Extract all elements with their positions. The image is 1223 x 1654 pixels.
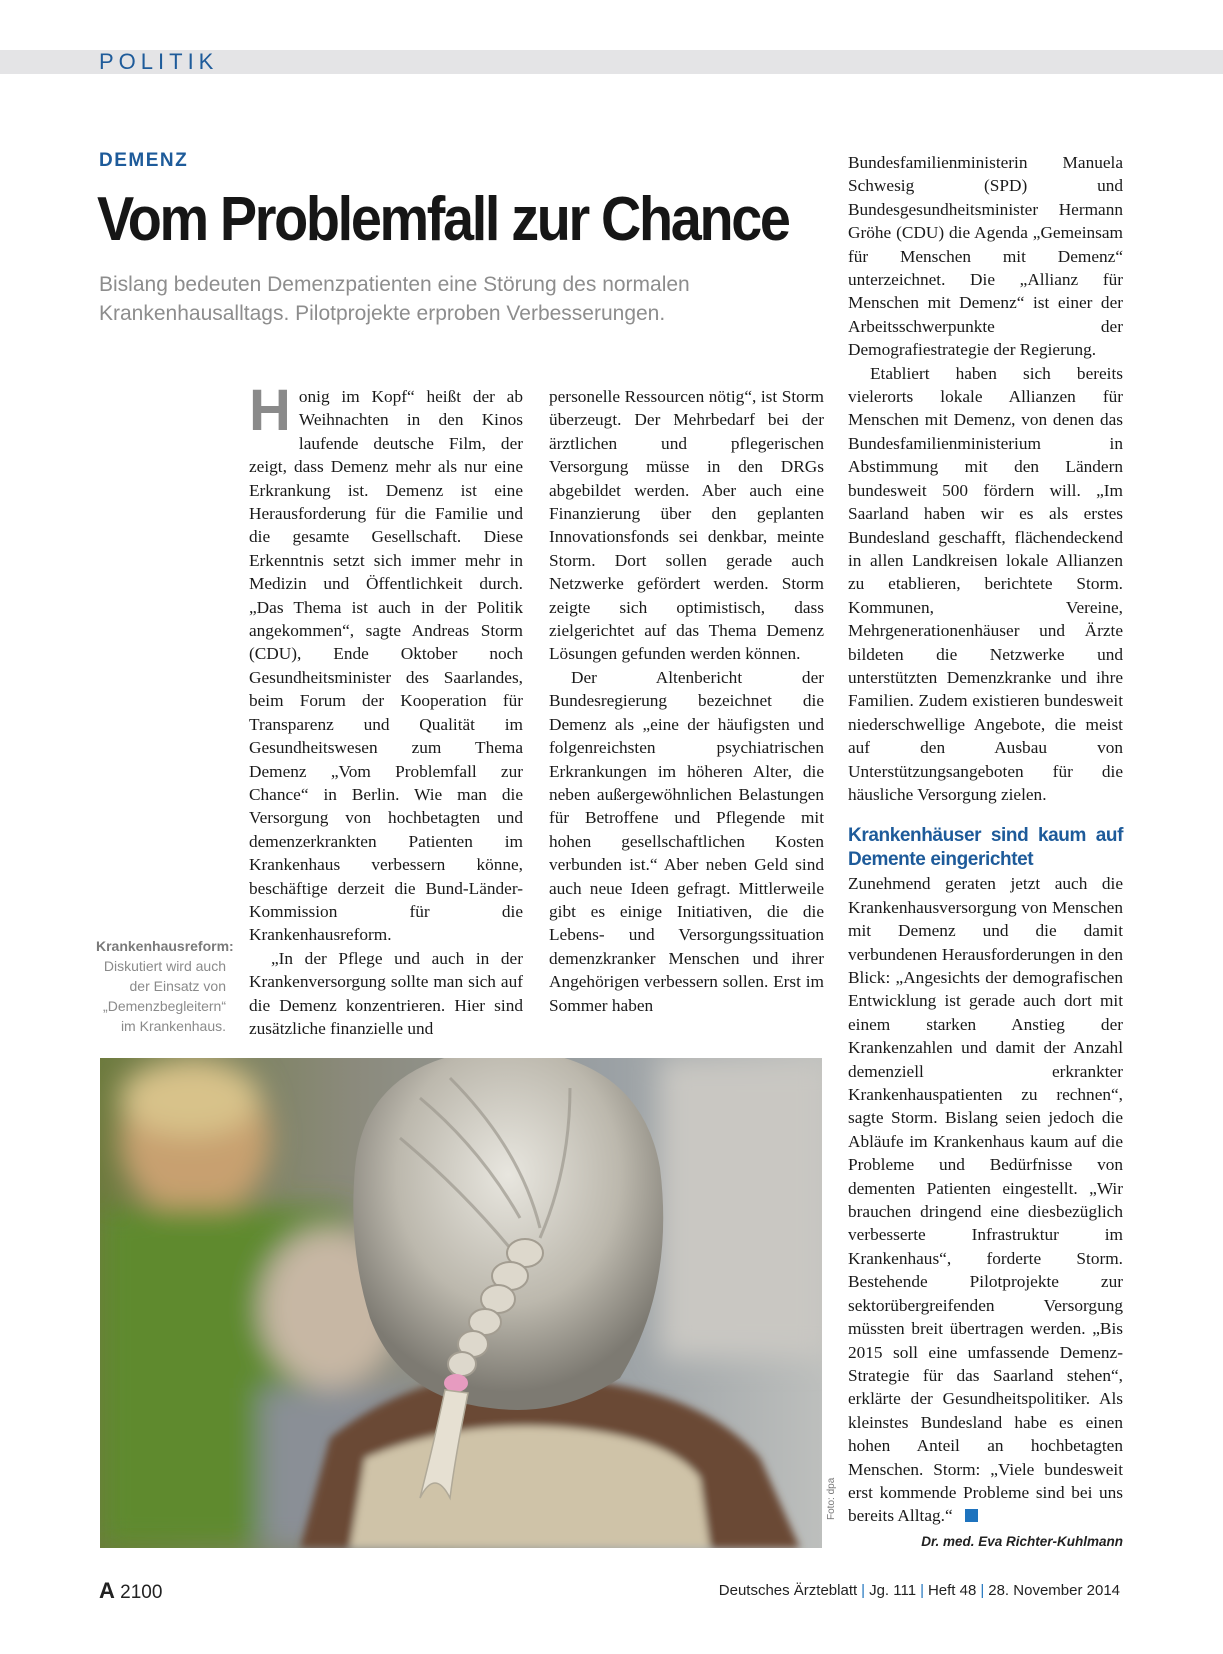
- subline-line-2: Krankenhausalltags. Pilotprojekte erproben Verbesserungen.: [99, 302, 666, 325]
- end-mark-icon: [965, 1509, 978, 1522]
- footer-publication-info: [719, 1582, 1120, 1599]
- text-column-2: [549, 385, 824, 1017]
- photo-caption: [96, 936, 234, 1036]
- journal-name: Deutsches Ärzteblatt: [718, 1582, 858, 1599]
- photo-elderly-woman-braid: [100, 1058, 822, 1548]
- caption-text: Diskutiert wird auch der Einsatz von „Demenzbegleitern“ im Krankenhaus.: [103, 958, 226, 1034]
- caption-title: Krankenhausreform:: [96, 938, 234, 954]
- paragraph-text: Zunehmend geraten jetzt auch die Krankenhausversorgung von Menschen mit Demenz und die damit verbundenen Herausforderungen in den Blick: „Angesichts der demografischen Entwicklung ist gerade auch dort mit einem starken Anstieg der Krankenzahlen und damit der Anzahl demenziell erkrankter Krankenhauspatienten zu rechnen“, sagte Storm. Bislang seien jedoch die Abläufe im Krankenhaus kaum auf die Probleme und Bedürfnisse von dementen Patienten eingestellt. „Wir brauchen dringend eine diesbezüglich verbesserte Infrastruktur im Krankenhaus“, forderte Storm. Bestehende Pilotprojekte zur sektorübergreifenden Versorgung müssten breit übertragen werden. „Bis 2015 soll eine umfassende Demenz-Strategie für das Saarland stehen“, erklärte der Gesundheitspolitiker. Als kleinstes Bundesland habe es einen hohen Anteil an hochbetagten Menschen. Storm: „Viele bundesweit erst kommende Probleme sind bei uns bereits Alltag.“: [848, 874, 1123, 1526]
- paragraph: Der Altenbericht der Bundesregierung bezeichnet die Demenz als „eine der häufigsten und folgenreichsten psychiatrischen Erkrankungen im höheren Alter, die neben außergewöhnlichen Belastungen für Betroffene und Pflegende mit hohen gesellschaftlichen Kosten verbunden ist.“ Aber neben Geld sind auch neue Ideen gefragt. Mittlerweile gibt es einige Initiativen, die die Lebens- und Versorgungssituation demenzkranker Menschen und ihrer Angehörigen verbessern sollen. Erst im Sommer haben: [549, 667, 824, 1015]
- journal-issue: Heft 48: [927, 1582, 977, 1599]
- separator: |: [920, 1582, 924, 1599]
- section-label: POLITIK: [99, 49, 219, 74]
- article-photo: [100, 1058, 822, 1548]
- journal-date: 28. November 2014: [988, 1582, 1120, 1599]
- text-column-3: [848, 151, 1123, 1553]
- text-column-1: [249, 378, 523, 1040]
- author-byline: Dr. med. Eva Richter-Kuhlmann: [921, 1533, 1123, 1549]
- page-prefix: A: [99, 1578, 115, 1603]
- separator: |: [861, 1582, 866, 1599]
- subline-line-1: Bislang bedeuten Demenzpatienten eine Störung des normalen: [99, 273, 690, 296]
- subheading: Krankenhäuser sind kaum auf Demente eingerichtet: [848, 825, 1123, 871]
- journal-volume: Jg. 111: [869, 1582, 917, 1599]
- paragraph: personelle Ressourcen nötig“, ist Storm überzeugt. Der Mehrbedarf bei der ärztlichen und pflegerischen Versorgung müsse in den DRGs abgebildet werden. Aber auch eine Finanzierung über den geplanten Innovationsfonds sei denkbar, meinte Storm. Dort sollen gerade auch Netzwerke gefördert werden. Storm zeigte sich optimistisch, dass zielgerichtet auf das Thema Demenz Lösungen gefunden werden können.: [549, 387, 824, 664]
- paragraph: „In der Pflege und auch in der Krankenversorgung sollte man sich auf die Demenz konzentrieren. Hier sind zusätzliche finanzielle und: [249, 948, 523, 1038]
- drop-cap: H: [249, 378, 291, 443]
- paragraph: [249, 378, 523, 947]
- photo-credit: Foto: dpa: [826, 1477, 837, 1520]
- paragraph: Bundesfamilienministerin Manuela Schwesig (SPD) und Bundesgesundheitsminister Hermann Gröhe (CDU) die Agenda „Gemeinsam für Menschen mit Demenz“ unterzeichnet. Die „Allianz für Menschen mit Demenz“ ist einer der Arbeitsschwerpunkte der Demografiestrategie der Regierung.: [848, 153, 1123, 360]
- paragraph: Etabliert haben sich bereits vielerorts lokale Allianzen für Menschen mit Demenz, von denen das Bundesfamilienministerium in Abstimmung mit den Ländern bundesweit 500 fördern will. „Im Saarland haben wir es als erstes Bundesland geschafft, flächendeckend in allen Landkreisen lokale Allianzen zu etablieren, berichtete Storm. Kommunen, Vereine, Mehrgenerationenhäuser und Ärzte bildeten die Netzwerke und unterstützten Demenzkranke und ihre Familien. Zudem existieren bundesweit niederschwellige Angebote, die meist auf den Ausbau von Unterstützungsangeboten für die häusliche Versorgung zielen.: [848, 363, 1123, 804]
- article-kicker: DEMENZ: [99, 150, 189, 171]
- page-number: [99, 1578, 162, 1604]
- page-number-value: 2100: [120, 1582, 163, 1603]
- paragraph-text: onig im Kopf“ heißt der ab Weihnachten in den Kinos laufende deutsche Film, der zeigt, dass Demenz mehr als nur eine Erkrankung ist. Demenz ist eine Herausforderung für die Familie und die gesamte Gesellschaft. Diese Erkenntnis setzt sich immer mehr in Medizin und Öffentlichkeit durch. „Das Thema ist auch in der Politik angekommen“, sagte Andreas Storm (CDU), Ende Oktober noch Gesundheitsminister des Saarlandes, beim Forum der Kooperation für Transparenz und Qualität im Gesundheitswesen zum Thema Demenz „Vom Problemfall zur Chance“ in Berlin. Wie man die Versorgung von hochbetagten und demenzerkrankten Patienten im Krankenhaus verbessern könne, beschäftige derzeit die Bund-Länder-Kommission für die Krankenhausreform.: [249, 387, 523, 945]
- article-subline: [99, 270, 799, 328]
- article-headline: Vom Problemfall zur Chance: [97, 185, 789, 254]
- separator: |: [980, 1582, 985, 1599]
- paragraph: [848, 872, 1123, 1527]
